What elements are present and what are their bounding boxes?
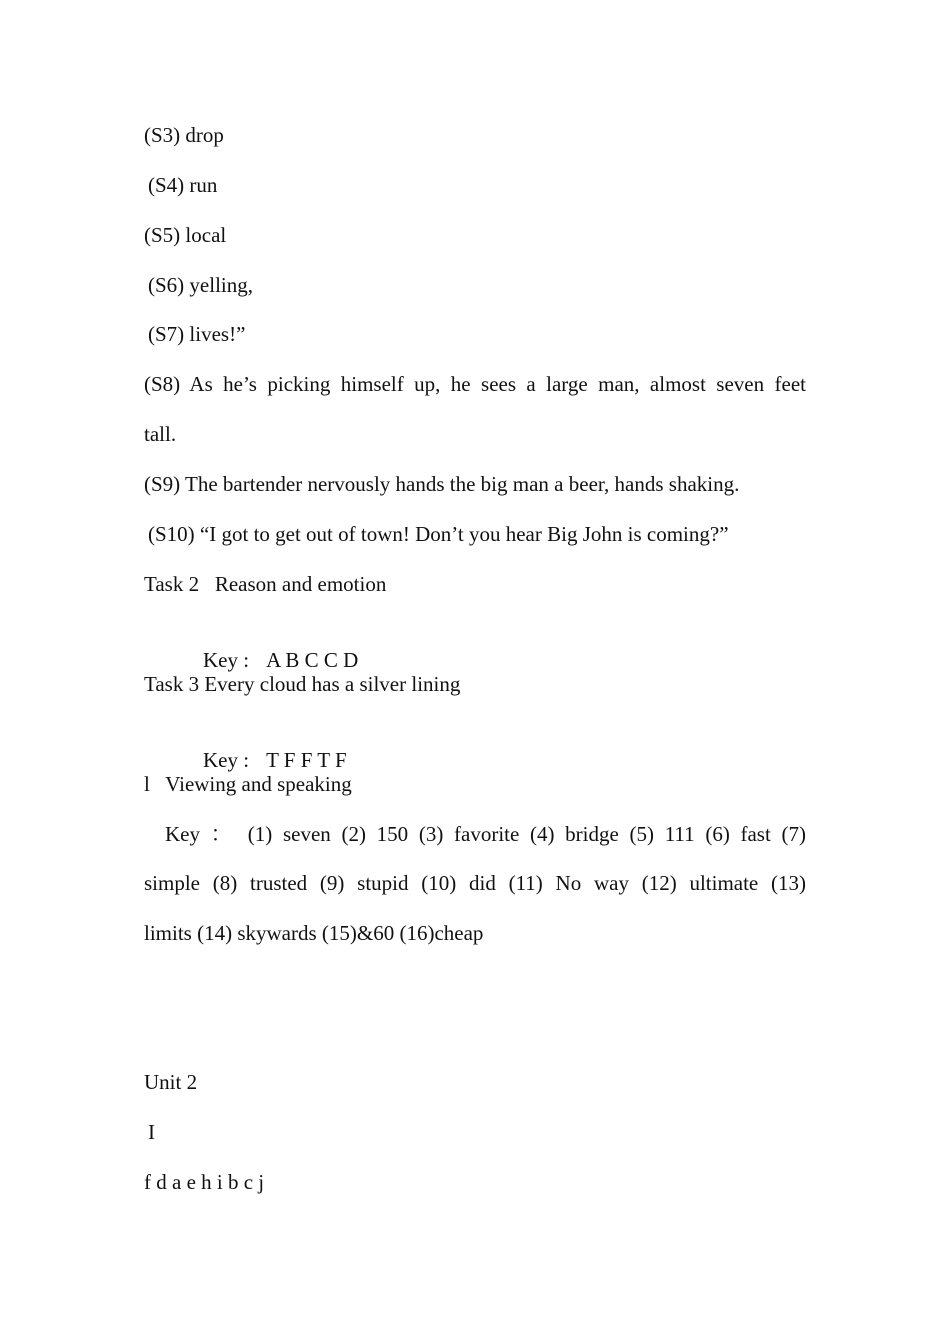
viewing-speaking-heading: l Viewing and speaking: [144, 772, 352, 796]
answer-s8-line1: (S8) As he’s picking himself up, he sees a large man, almost seven feet: [144, 372, 806, 396]
answer-s6: (S6) yelling,: [148, 273, 253, 297]
section-i-answers: f d a e h i b c j: [144, 1170, 265, 1194]
task2-key-label: Key :: [203, 648, 250, 672]
answer-s8-line2: tall.: [144, 422, 177, 446]
answer-s10: (S10) “I got to get out of town! Don’t you hear Big John is coming?”: [148, 522, 729, 546]
answer-s7: (S7) lives!”: [148, 322, 246, 346]
task3-heading: Task 3 Every cloud has a silver lining: [144, 672, 461, 696]
section-i-heading: I: [148, 1120, 155, 1144]
unit2-heading: Unit 2: [144, 1070, 198, 1094]
task2-key-value: A B C C D: [266, 648, 359, 672]
answer-s5: (S5) local: [144, 223, 227, 247]
answer-s3: (S3) drop: [144, 123, 224, 147]
viewing-key-line3: limits (14) skywards (15)&60 (16)cheap: [144, 921, 484, 945]
task3-key-label: Key :: [203, 748, 250, 772]
viewing-key-line1: Key ： (1) seven (2) 150 (3) favorite (4) bridge (5) 111 (6) fast (7): [165, 822, 806, 846]
answer-s9: (S9) The bartender nervously hands the big man a beer, hands shaking.: [144, 472, 740, 496]
task3-key-value: T F F T F: [266, 748, 347, 772]
task2-heading: Task 2 Reason and emotion: [144, 572, 387, 596]
viewing-key-line2: simple (8) trusted (9) stupid (10) did (11) No way (12) ultimate (13): [144, 871, 806, 895]
answer-s4: (S4) run: [148, 173, 218, 197]
